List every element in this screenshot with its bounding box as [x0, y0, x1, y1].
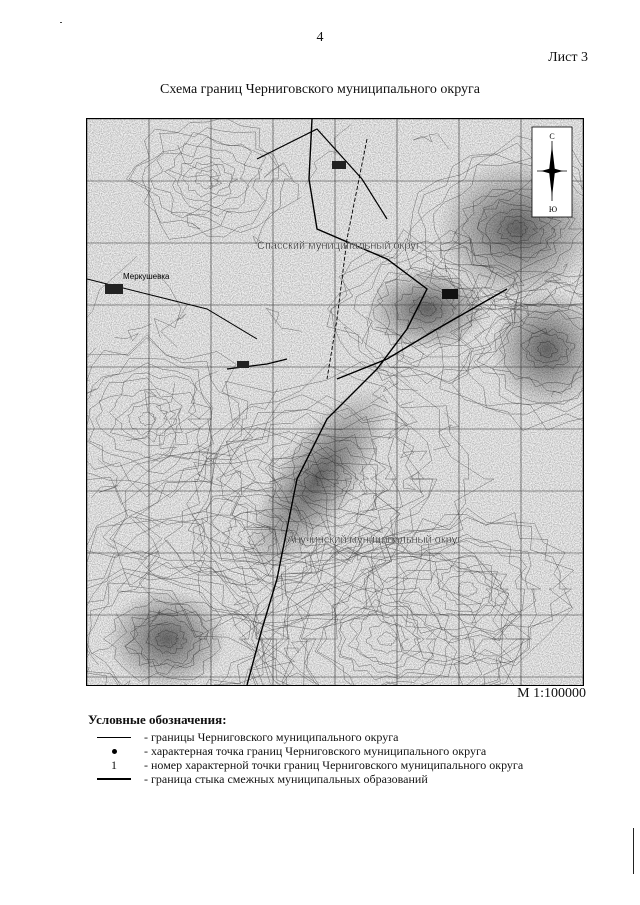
map-scale: М 1:100000 — [517, 686, 586, 701]
legend-item-text: - границы Черниговского муниципального округа — [144, 729, 399, 744]
legend-item-text: - номер характерной точки границ Черниговского муниципального округа — [144, 757, 524, 772]
label-merkushevka: Меркушевка — [123, 272, 170, 281]
point-symbol — [88, 749, 140, 754]
legend-item-point-number — [88, 758, 588, 772]
legend-item-text: - граница стыка смежных муниципальных образований — [144, 771, 428, 786]
map-legend — [88, 712, 588, 786]
label-anuchinsky-district: Анучинский муниципальный округ — [287, 534, 462, 546]
compass-north-label: С — [549, 132, 555, 141]
map-title: Схема границ Черниговского муниципального округа — [159, 82, 481, 97]
scan-edge-line — [633, 828, 634, 874]
boundary-line-symbol — [88, 737, 140, 738]
compass-south-label: Ю — [548, 205, 558, 214]
legend-item-boundary — [88, 730, 588, 744]
page-number: 4 — [316, 30, 324, 45]
junction-line-symbol — [88, 778, 140, 780]
point-number-symbol: 1 — [111, 757, 117, 772]
sheet-label: Лист 3 — [548, 50, 588, 65]
scan-artifact — [60, 22, 62, 23]
legend-item-junction — [88, 772, 588, 786]
compass-rose — [532, 127, 572, 217]
topographic-map[interactable] — [86, 118, 584, 686]
legend-item-text: - характерная точка границ Черниговского муниципального округа — [144, 743, 487, 758]
map-canvas — [87, 119, 583, 685]
legend-item-point — [88, 744, 588, 758]
legend-title: Условные обозначения: — [88, 712, 227, 727]
label-spassky-district: Спасский муниципальный округ — [257, 240, 420, 252]
